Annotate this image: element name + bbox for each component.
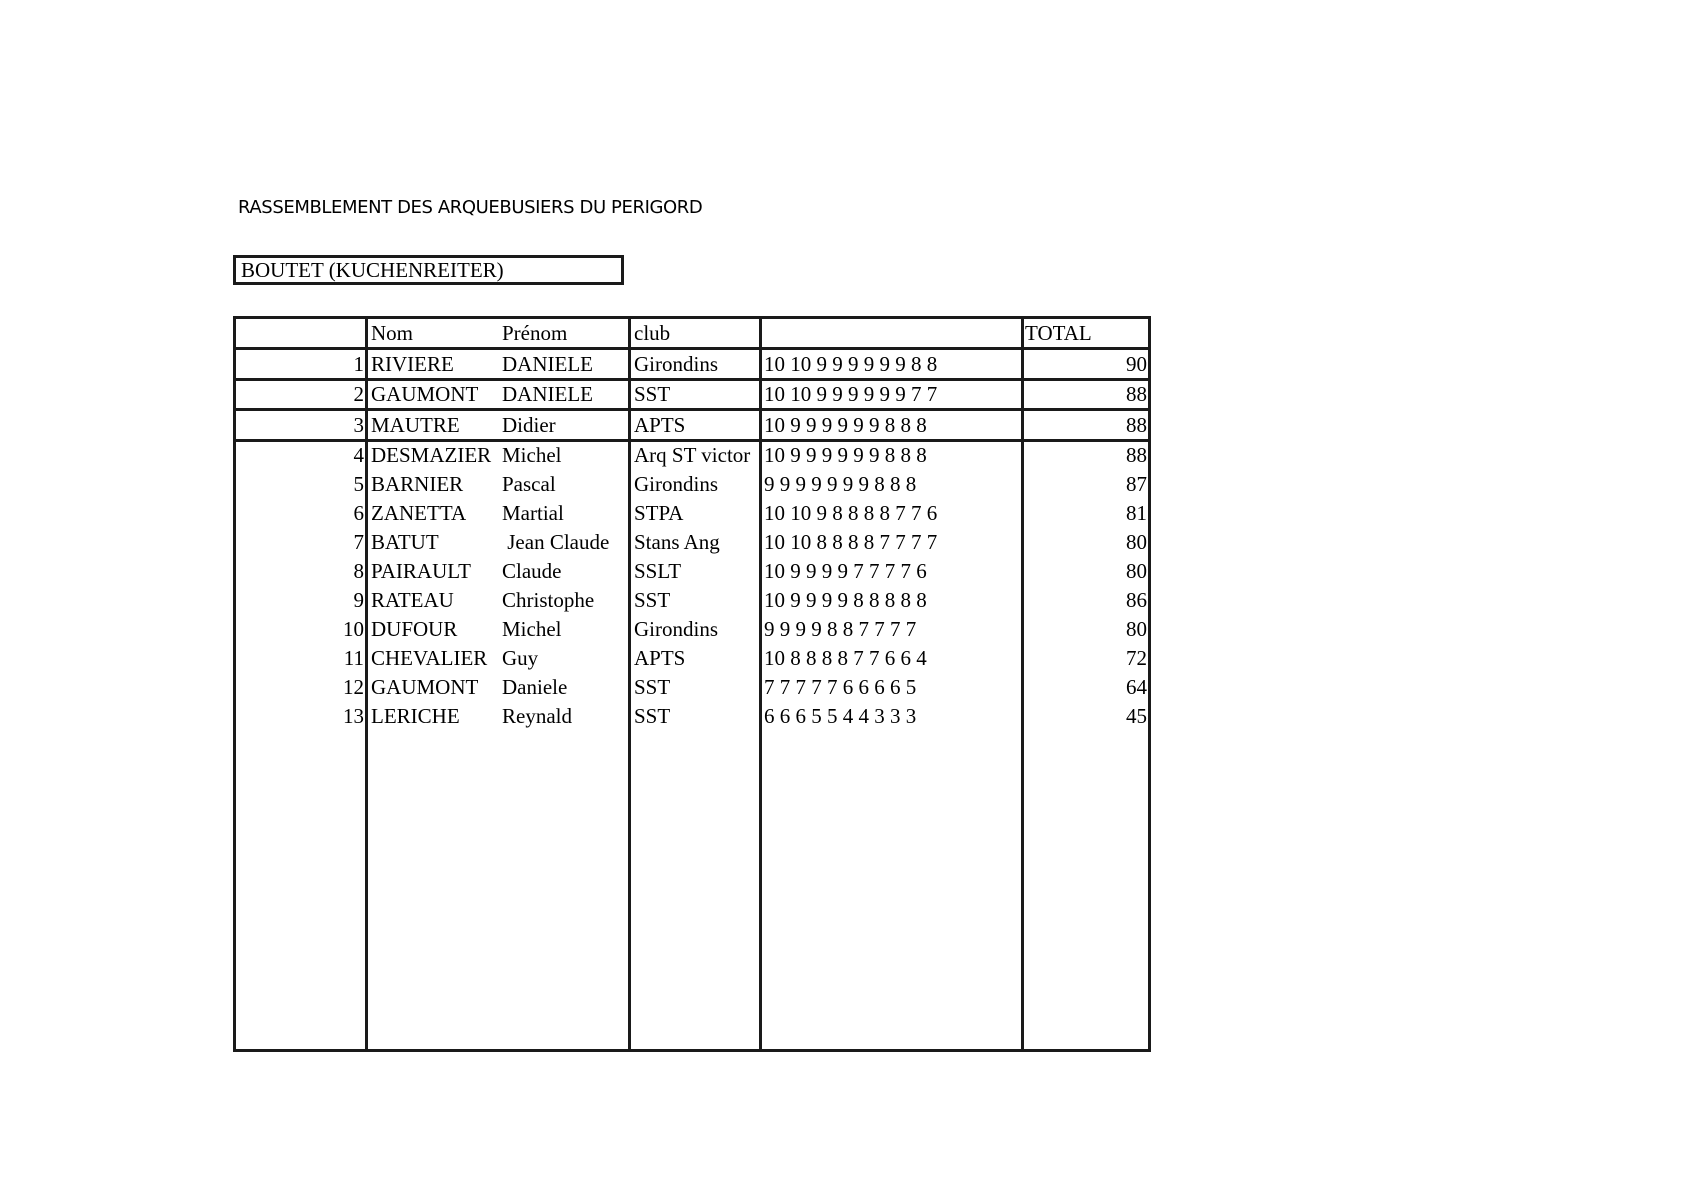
nom-cell: MAUTRE: [371, 413, 460, 437]
table-row: [236, 442, 1148, 468]
rank-cell: 3: [353, 413, 364, 437]
nom-cell: CHEVALIER: [371, 646, 488, 670]
club-cell: SSLT: [634, 559, 682, 583]
rank-cell: 2: [353, 382, 364, 406]
table-row: [236, 529, 1148, 555]
page-heading: RASSEMBLEMENT DES ARQUEBUSIERS DU PERIGORD: [238, 197, 703, 218]
prenom-cell: Guy: [502, 646, 539, 670]
rank-cell: 4: [353, 443, 364, 467]
total-cell: 80: [1126, 530, 1147, 554]
nom-cell: DUFOUR: [371, 617, 458, 641]
table-header-row: [236, 320, 1148, 346]
table-row: [236, 674, 1148, 700]
rank-cell: 1: [353, 352, 364, 376]
total-cell: 72: [1126, 646, 1147, 670]
table-row: [236, 381, 1148, 407]
table-row: [236, 558, 1148, 584]
prenom-cell: Michel: [502, 617, 562, 641]
club-cell: SST: [634, 675, 671, 699]
table-row: [236, 351, 1148, 377]
prenom-cell: Michel: [502, 443, 562, 467]
prenom-cell: Didier: [502, 413, 556, 437]
total-cell: 86: [1126, 588, 1147, 612]
header-club: club: [634, 321, 671, 345]
scores-cell: 10 9 9 9 9 7 7 7 7 6: [764, 559, 927, 583]
prenom-cell: DANIELE: [502, 352, 593, 376]
prenom-cell: Claude: [502, 559, 562, 583]
prenom-cell: Christophe: [502, 588, 595, 612]
nom-cell: GAUMONT: [371, 382, 479, 406]
prenom-cell: DANIELE: [502, 382, 593, 406]
row-divider: [236, 408, 1148, 411]
club-cell: Arq ST victor: [634, 443, 751, 467]
table-row: [236, 471, 1148, 497]
nom-cell: DESMAZIER: [371, 443, 492, 467]
rank-cell: 12: [343, 675, 364, 699]
nom-cell: ZANETTA: [371, 501, 467, 525]
total-cell: 87: [1126, 472, 1147, 496]
club-cell: Stans Ang: [634, 530, 720, 554]
nom-cell: RIVIERE: [371, 352, 454, 376]
nom-cell: BATUT: [371, 530, 439, 554]
nom-cell: PAIRAULT: [371, 559, 471, 583]
scores-cell: 10 10 9 8 8 8 8 7 7 6: [764, 501, 938, 525]
prenom-cell: Jean Claude: [502, 530, 610, 554]
rank-cell: 6: [353, 501, 364, 525]
scores-cell: 10 10 9 9 9 9 9 9 7 7: [764, 382, 938, 406]
scores-cell: 10 9 9 9 9 9 9 8 8 8: [764, 413, 927, 437]
header-prenom: Prénom: [502, 321, 568, 345]
nom-cell: BARNIER: [371, 472, 464, 496]
total-cell: 45: [1126, 704, 1147, 728]
table-row: [236, 703, 1148, 729]
rank-cell: 5: [353, 472, 364, 496]
scores-cell: 6 6 6 5 5 4 4 3 3 3: [764, 704, 917, 728]
prenom-cell: Martial: [502, 501, 564, 525]
scores-cell: 10 8 8 8 8 7 7 6 6 4: [764, 646, 927, 670]
row-divider: [236, 347, 1148, 350]
header-total: TOTAL: [1025, 321, 1092, 345]
club-cell: SST: [634, 704, 671, 728]
header-rank: [236, 320, 364, 346]
rank-cell: 8: [353, 559, 364, 583]
total-cell: 80: [1126, 617, 1147, 641]
nom-cell: LERICHE: [371, 704, 460, 728]
total-cell: 80: [1126, 559, 1147, 583]
total-cell: 88: [1126, 413, 1147, 437]
rank-cell: 10: [343, 617, 364, 641]
club-cell: Girondins: [634, 617, 718, 641]
prenom-cell: Daniele: [502, 675, 568, 699]
club-cell: SST: [634, 382, 671, 406]
category-title: BOUTET (KUCHENREITER): [233, 255, 624, 285]
prenom-cell: Reynald: [502, 704, 572, 728]
club-cell: APTS: [634, 413, 686, 437]
rank-cell: 11: [343, 646, 364, 670]
total-cell: 90: [1126, 352, 1147, 376]
scores-cell: 10 10 9 9 9 9 9 9 8 8: [764, 352, 938, 376]
prenom-cell: Pascal: [502, 472, 556, 496]
scores-cell: 9 9 9 9 9 9 9 8 8 8: [764, 472, 917, 496]
club-cell: APTS: [634, 646, 686, 670]
rank-cell: 7: [353, 530, 364, 554]
scores-cell: 9 9 9 9 8 8 7 7 7 7: [764, 617, 917, 641]
table-row: [236, 645, 1148, 671]
nom-cell: RATEAU: [371, 588, 454, 612]
table-row: [236, 412, 1148, 438]
scores-cell: 10 9 9 9 9 8 8 8 8 8: [764, 588, 927, 612]
total-cell: 88: [1126, 382, 1147, 406]
header-scores: [764, 320, 1022, 346]
nom-cell: GAUMONT: [371, 675, 479, 699]
table-row: [236, 616, 1148, 642]
table-row: [236, 587, 1148, 613]
club-cell: Girondins: [634, 352, 718, 376]
scores-cell: 10 9 9 9 9 9 9 8 8 8: [764, 443, 927, 467]
scores-cell: 10 10 8 8 8 8 7 7 7 7: [764, 530, 938, 554]
table-row: [236, 500, 1148, 526]
rank-cell: 9: [353, 588, 364, 612]
club-cell: STPA: [634, 501, 684, 525]
total-cell: 64: [1126, 675, 1147, 699]
club-cell: Girondins: [634, 472, 718, 496]
total-cell: 81: [1126, 501, 1147, 525]
header-nom: Nom: [371, 321, 413, 345]
club-cell: SST: [634, 588, 671, 612]
rank-cell: 13: [343, 704, 364, 728]
scores-cell: 7 7 7 7 7 6 6 6 6 5: [764, 675, 917, 699]
total-cell: 88: [1126, 443, 1147, 467]
results-table: [233, 316, 1151, 1052]
